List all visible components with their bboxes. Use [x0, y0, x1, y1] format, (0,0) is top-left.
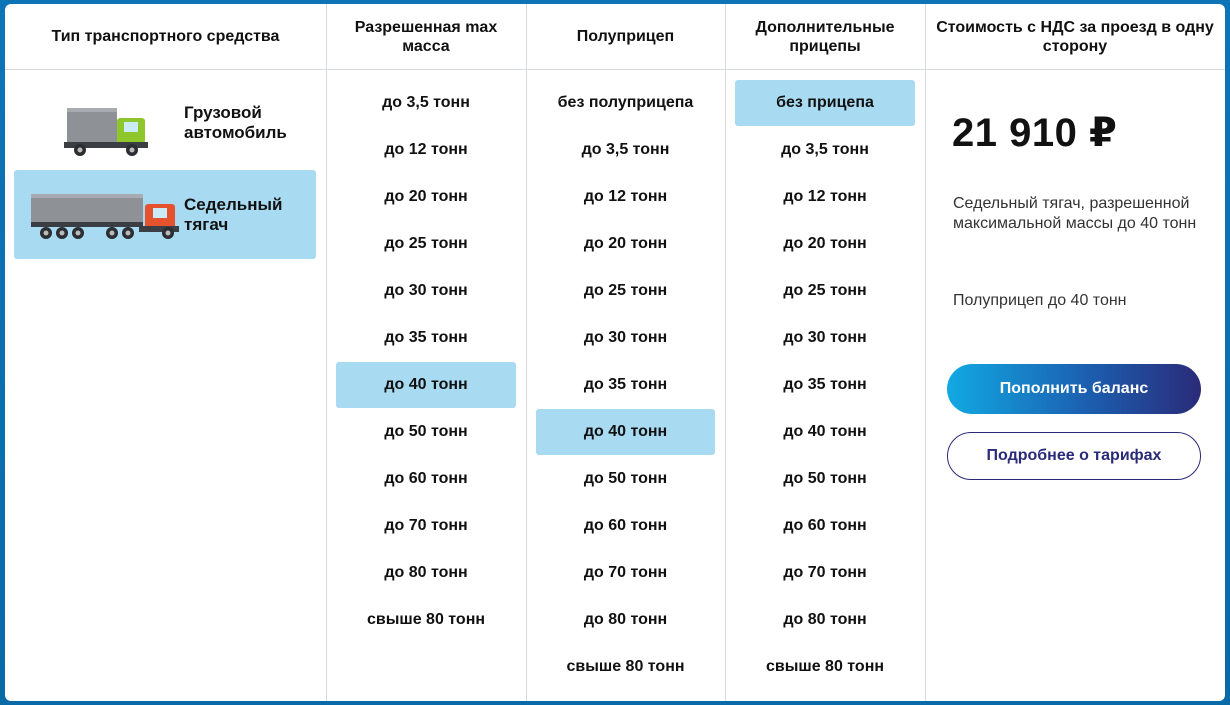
- extra-trailers-column: [725, 4, 926, 701]
- trailer-option[interactable]: без прицепа: [735, 80, 915, 126]
- vehicle-label-tractor: Седельный тягач: [184, 194, 283, 234]
- trailer-option[interactable]: до 50 тонн: [783, 470, 867, 487]
- max-mass-option[interactable]: до 60 тонн: [384, 470, 468, 487]
- trailer-option[interactable]: до 60 тонн: [783, 517, 867, 534]
- trailer-option[interactable]: до 30 тонн: [783, 329, 867, 346]
- semitrailer-option[interactable]: без полуприцепа: [557, 94, 694, 111]
- vehicle-type-column: [5, 4, 327, 701]
- price-value: 21 910 ₽: [952, 111, 1118, 155]
- max-mass-option[interactable]: до 20 тонн: [384, 188, 468, 205]
- semitrailer-header: Полуприцеп: [526, 4, 725, 70]
- semitrailer-option[interactable]: до 25 тонн: [583, 282, 668, 299]
- max-mass-option[interactable]: до 35 тонн: [384, 329, 468, 346]
- semitrailer-option[interactable]: свыше 80 тонн: [566, 658, 685, 675]
- semitrailer-option[interactable]: до 60 тонн: [583, 517, 668, 534]
- max-mass-header: Разрешенная max масса: [326, 4, 526, 70]
- max-mass-option[interactable]: до 40 тонн: [336, 362, 516, 408]
- semitrailer-option[interactable]: до 12 тонн: [583, 188, 668, 205]
- max-mass-column: [326, 4, 527, 701]
- max-mass-option[interactable]: свыше 80 тонн: [366, 611, 486, 628]
- semitrailer-option[interactable]: до 20 тонн: [583, 235, 668, 252]
- semitrailer-option[interactable]: до 35 тонн: [583, 376, 668, 393]
- cost-header: Стоимость с НДС за проезд в одну сторону: [925, 4, 1225, 70]
- trailer-option[interactable]: свыше 80 тонн: [765, 658, 885, 675]
- truck-icon: [14, 78, 184, 167]
- semitrailer-option[interactable]: до 30 тонн: [583, 329, 668, 346]
- max-mass-option[interactable]: до 3,5 тонн: [382, 94, 470, 111]
- trailer-option[interactable]: до 25 тонн: [783, 282, 867, 299]
- semitrailer-option[interactable]: до 50 тонн: [583, 470, 668, 487]
- vehicle-label-truck: Грузовой автомобиль: [184, 102, 287, 142]
- vehicle-type-header: Тип транспортного средства: [5, 4, 326, 70]
- semitrailer-option[interactable]: до 40 тонн: [536, 409, 715, 455]
- semitrailer-option[interactable]: до 3,5 тонн: [581, 141, 670, 158]
- topup-balance-button[interactable]: Пополнить баланс: [947, 364, 1201, 414]
- tariff-details-button[interactable]: Подробнее о тарифах: [947, 432, 1201, 480]
- semitrailer-column: [526, 4, 726, 701]
- tractor-trailer-icon: [14, 170, 184, 259]
- trailer-option[interactable]: до 35 тонн: [783, 376, 867, 393]
- vehicle-option-tractor[interactable]: [14, 170, 316, 259]
- max-mass-option[interactable]: до 30 тонн: [384, 282, 468, 299]
- trailer-option[interactable]: до 80 тонн: [783, 611, 867, 628]
- semitrailer-note: Полуприцеп до 40 тонн: [953, 292, 1127, 309]
- max-mass-option[interactable]: до 12 тонн: [384, 141, 468, 158]
- semitrailer-option[interactable]: до 80 тонн: [583, 611, 668, 628]
- vehicle-option-truck[interactable]: [14, 78, 316, 167]
- max-mass-option[interactable]: до 70 тонн: [384, 517, 468, 534]
- trailer-option[interactable]: до 20 тонн: [783, 235, 867, 252]
- cost-column: [925, 4, 1225, 701]
- max-mass-option[interactable]: до 25 тонн: [384, 235, 468, 252]
- max-mass-option[interactable]: до 50 тонн: [384, 423, 468, 440]
- trailer-option[interactable]: до 12 тонн: [783, 188, 867, 205]
- vehicle-description: Седельный тягач, разрешенной максимальной массы до 40 тонн: [953, 195, 1197, 232]
- extra-trailers-header: Дополнительные прицепы: [725, 4, 925, 70]
- max-mass-option[interactable]: до 80 тонн: [384, 564, 468, 581]
- tariff-calculator: [5, 4, 1225, 701]
- trailer-option[interactable]: до 70 тонн: [783, 564, 867, 581]
- semitrailer-option[interactable]: до 70 тонн: [583, 564, 668, 581]
- trailer-option[interactable]: до 40 тонн: [783, 423, 867, 440]
- trailer-option[interactable]: до 3,5 тонн: [781, 141, 869, 158]
